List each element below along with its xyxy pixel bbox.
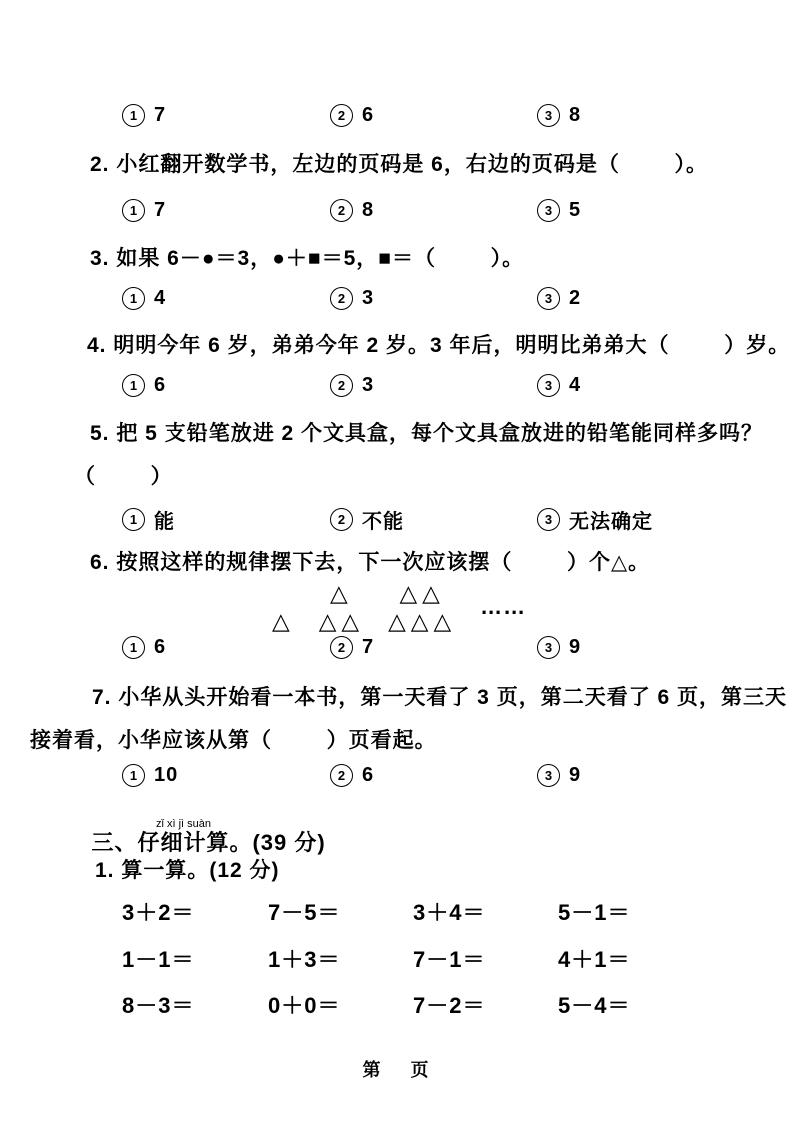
choice-option — [122, 764, 178, 787]
triangle-group-1 — [272, 607, 295, 635]
choice-row-q4 — [0, 374, 793, 406]
calc-cell: 4＋1＝ — [558, 947, 631, 972]
circled-number-icon: 1 — [122, 508, 145, 531]
choice-label: 6 — [362, 764, 375, 786]
choice-option — [122, 374, 166, 397]
question-7-text-line2: 接着看，小华应该从第（ ）页看起。 — [30, 729, 437, 752]
choice-option — [537, 505, 653, 534]
triangle-pattern — [272, 577, 526, 635]
choice-option — [122, 104, 166, 127]
choice-label: 7 — [154, 199, 167, 221]
choice-label: 3 — [362, 287, 375, 309]
circled-number-icon: 2 — [330, 199, 353, 222]
choice-label: 6 — [362, 104, 375, 126]
section-3-prefix: 三、 — [91, 830, 138, 855]
circled-number-icon: 1 — [122, 374, 145, 397]
triangle-row: △ — [330, 580, 353, 606]
choice-label: 4 — [154, 287, 167, 309]
calc-row-2 — [0, 943, 793, 975]
circled-number-icon: 2 — [330, 636, 353, 659]
section-3-suffix: 。(39 分) — [229, 830, 326, 855]
question-5-answer-blank: （ ） — [74, 465, 173, 488]
choice-label: 9 — [569, 636, 582, 658]
choice-option — [330, 764, 374, 787]
choice-option — [537, 104, 581, 127]
choice-row-q3 — [0, 287, 793, 319]
choice-option — [330, 199, 374, 222]
choice-row-q1 — [0, 104, 793, 136]
circled-number-icon: 3 — [537, 104, 560, 127]
choice-label: 8 — [362, 199, 375, 221]
triangle-group-2 — [319, 579, 364, 635]
question-5-text: 5. 把 5 支铅笔放进 2 个文具盒，每个文具盒放进的铅笔能同样多吗？ — [90, 422, 764, 445]
calc-cell: 8－3＝ — [122, 993, 195, 1018]
choice-option — [537, 636, 581, 659]
choice-label: 7 — [362, 636, 375, 658]
calc-cell: 1＋3＝ — [268, 947, 341, 972]
calc-cell: 5－4＝ — [558, 993, 631, 1018]
question-3-text: 3. 如果 6－●＝3，●＋■＝5，■＝（ ）。 — [90, 247, 525, 270]
calc-subtitle: 1. 算一算。(12 分) — [95, 859, 280, 882]
circled-number-icon: 2 — [330, 374, 353, 397]
circled-number-icon: 2 — [330, 764, 353, 787]
choice-row-q5 — [0, 505, 793, 537]
choice-label: 10 — [154, 764, 179, 786]
choice-label: 能 — [154, 511, 175, 533]
circled-number-icon: 1 — [122, 199, 145, 222]
choice-option — [537, 199, 581, 222]
choice-label: 2 — [569, 287, 582, 309]
choice-label: 5 — [569, 199, 582, 221]
circled-number-icon: 2 — [330, 104, 353, 127]
calc-cell: 5－1＝ — [558, 900, 631, 925]
choice-option — [122, 199, 166, 222]
choice-label: 9 — [569, 764, 582, 786]
choice-row-q6 — [0, 636, 793, 668]
question-7-text-line1: 7. 小华从头开始看一本书，第一天看了 3 页，第二天看了 6 页，第三天 — [92, 686, 788, 709]
section-3-word: 仔细计算 — [137, 830, 230, 855]
choice-label: 无法确定 — [569, 511, 653, 533]
calc-cell: 7－1＝ — [413, 947, 486, 972]
calc-cell: 0＋0＝ — [268, 993, 341, 1018]
calc-row-1 — [0, 896, 793, 928]
calc-cell: 3＋4＝ — [413, 900, 486, 925]
circled-number-icon: 2 — [330, 287, 353, 310]
choice-option — [330, 636, 374, 659]
triangle-row: △△△ — [388, 608, 457, 634]
choice-option — [330, 287, 374, 310]
choice-option — [330, 374, 374, 397]
choice-option — [122, 287, 166, 310]
triangle-row: △ — [272, 608, 295, 634]
choice-label: 不能 — [362, 511, 404, 533]
question-6-text: 6. 按照这样的规律摆下去，下一次应该摆（ ）个△。 — [90, 551, 651, 574]
circled-number-icon: 3 — [537, 508, 560, 531]
circled-number-icon: 3 — [537, 287, 560, 310]
circled-number-icon: 3 — [537, 764, 560, 787]
choice-label: 4 — [569, 374, 582, 396]
circled-number-icon: 3 — [537, 199, 560, 222]
choice-option — [122, 505, 175, 534]
circled-number-icon: 1 — [122, 287, 145, 310]
triangle-row: △△ — [399, 580, 445, 606]
choice-label: 6 — [154, 374, 167, 396]
calc-cell: 7－2＝ — [413, 993, 486, 1018]
choice-label: 8 — [569, 104, 582, 126]
choice-label: 3 — [362, 374, 375, 396]
triangle-group-3 — [388, 579, 456, 635]
circled-number-icon: 3 — [537, 636, 560, 659]
pinyin-annotation: zǐ xì jì suàn — [137, 818, 230, 830]
choice-option — [537, 764, 581, 787]
choice-option — [330, 505, 404, 534]
calc-cell: 7－5＝ — [268, 900, 341, 925]
question-2-text: 2. 小红翻开数学书，左边的页码是 6，右边的页码是（ ）。 — [90, 153, 709, 176]
question-4-text: 4. 明明今年 6 岁，弟弟今年 2 岁。3 年后，明明比弟弟大（ ）岁。 — [87, 334, 791, 357]
choice-option — [330, 104, 374, 127]
calc-cell: 3＋2＝ — [122, 900, 195, 925]
choice-option — [537, 287, 581, 310]
circled-number-icon: 1 — [122, 764, 145, 787]
choice-row-q2 — [0, 199, 793, 231]
circled-number-icon: 3 — [537, 374, 560, 397]
circled-number-icon: 1 — [122, 104, 145, 127]
choice-row-q7 — [0, 764, 793, 796]
triangle-row: △△ — [318, 608, 365, 634]
choice-label: 6 — [154, 636, 167, 658]
choice-option — [122, 636, 166, 659]
circled-number-icon: 1 — [122, 636, 145, 659]
choice-option — [537, 374, 581, 397]
calc-cell: 1－1＝ — [122, 947, 195, 972]
ellipsis: …… — [480, 594, 527, 619]
choice-label: 7 — [154, 104, 167, 126]
circled-number-icon: 2 — [330, 508, 353, 531]
page-footer: 第 页 — [362, 1060, 431, 1080]
calc-row-3 — [0, 989, 793, 1021]
section-3-word-with-pinyin — [137, 818, 230, 855]
